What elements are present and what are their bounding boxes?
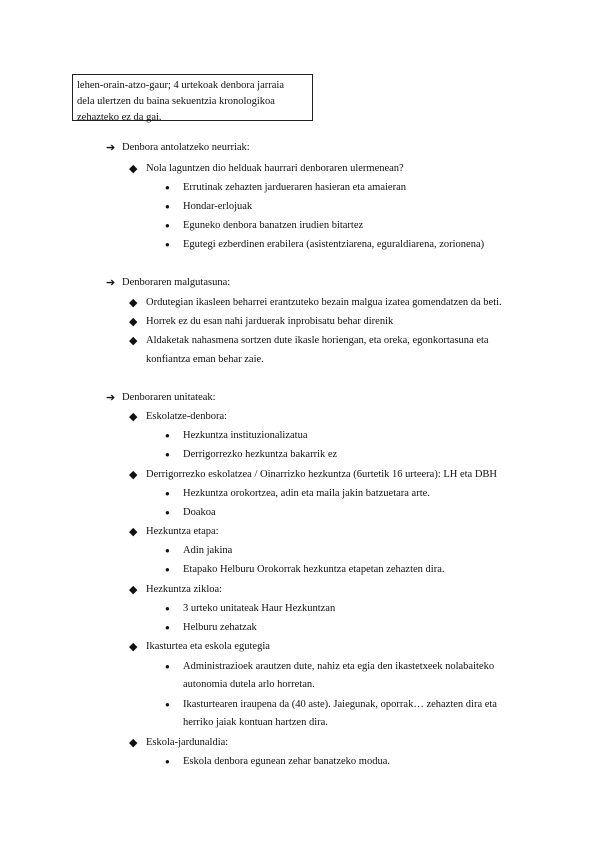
intro-line-2: dela ulertzen du baina sekuentzia kronologikoa	[77, 96, 275, 107]
list-item: Eskola denbora egunean zehar banatzeko modua.	[183, 756, 390, 767]
intro-line-1: lehen-orain-atzo-gaur; 4 urtekoak denbora jarraia	[77, 80, 284, 91]
list-item: Hondar-erlojuak	[183, 201, 253, 212]
list-item: Horrek ez du esan nahi jarduerak inprobisatu behar direnik	[146, 316, 394, 327]
list-item: Nola laguntzen dio helduak haurrari denboraren ulermenean?	[146, 163, 404, 174]
diamond-icon: ◆	[129, 737, 138, 749]
bullet-icon: ●	[165, 565, 170, 574]
subsection-heading: Ikasturtea eta eskola egutegia	[146, 641, 270, 652]
list-item: Aldaketak nahasmena sortzen dute ikasle horiengan, eta oreka, egonkortasuna eta	[146, 335, 489, 346]
bullet-icon: ●	[165, 183, 170, 192]
list-item: Helburu zehatzak	[183, 622, 257, 633]
diamond-icon: ◆	[129, 335, 138, 347]
list-item: Adin jakina	[183, 545, 233, 556]
subsection-heading: Eskolatze-denbora:	[146, 411, 228, 422]
list-item-continuation: herriko jaiak kontuan hartzen dira.	[183, 717, 328, 728]
diamond-icon: ◆	[129, 584, 138, 596]
arrow-icon: ➔	[106, 277, 116, 289]
list-item: Hezkuntza instituzionalizatua	[183, 430, 308, 441]
list-item: Egutegi ezberdinen erabilera (asistentziarena, eguraldiarena, zorionena)	[183, 239, 485, 250]
list-item-continuation: konfiantza eman behar zaie.	[146, 354, 264, 365]
subsection-heading: Derrigorrezko eskolatzea / Oinarrizko hezkuntza (6urtetik 16 urteera): LH eta DBH	[146, 469, 498, 480]
list-item: Hezkuntza orokortzea, adin eta maila jakin batzuetara arte.	[183, 488, 430, 499]
diamond-icon: ◆	[129, 469, 138, 481]
bullet-icon: ●	[165, 546, 170, 555]
intro-note-box	[72, 74, 313, 121]
bullet-icon: ●	[165, 700, 170, 709]
section-heading: Denboraren unitateak:	[122, 392, 216, 403]
section-heading: Denbora antolatzeko neurriak:	[122, 142, 250, 153]
section-heading: Denboraren malgutasuna:	[122, 277, 231, 288]
arrow-icon: ➔	[106, 142, 116, 154]
subsection-heading: Hezkuntza etapa:	[146, 526, 219, 537]
bullet-icon: ●	[165, 662, 170, 671]
bullet-icon: ●	[165, 623, 170, 632]
diamond-icon: ◆	[129, 316, 138, 328]
list-item: Doakoa	[183, 507, 216, 518]
subsection-heading: Eskola-jardunaldia:	[146, 737, 229, 748]
diamond-icon: ◆	[129, 526, 138, 538]
diamond-icon: ◆	[129, 641, 138, 653]
subsection-heading: Hezkuntza zikloa:	[146, 584, 223, 595]
list-item-continuation: autonomia dutela arlo horretan.	[183, 679, 315, 690]
bullet-icon: ●	[165, 450, 170, 459]
bullet-icon: ●	[165, 431, 170, 440]
list-item: Errutinak zehazten jardueraren hasieran eta amaieran	[183, 182, 406, 193]
list-item: 3 urteko unitateak Haur Hezkuntzan	[183, 603, 336, 614]
diamond-icon: ◆	[129, 163, 138, 175]
bullet-icon: ●	[165, 489, 170, 498]
bullet-icon: ●	[165, 604, 170, 613]
list-item: Ikasturtearen iraupena da (40 aste). Jaiegunak, oporrak… zehazten dira eta	[183, 699, 497, 710]
bullet-icon: ●	[165, 757, 170, 766]
bullet-icon: ●	[165, 202, 170, 211]
list-item: Administrazioek arautzen dute, nahiz eta egia den ikastetxeek nolabaiteko	[183, 661, 495, 672]
bullet-icon: ●	[165, 508, 170, 517]
list-item: Eguneko denbora banatzen irudien bitartez	[183, 220, 364, 231]
diamond-icon: ◆	[129, 297, 138, 309]
intro-line-3: zehazteko ez da gai.	[77, 112, 162, 123]
bullet-icon: ●	[165, 240, 170, 249]
bullet-icon: ●	[165, 221, 170, 230]
list-item: Derrigorrezko hezkuntza bakarrik ez	[183, 449, 338, 460]
arrow-icon: ➔	[106, 392, 116, 404]
diamond-icon: ◆	[129, 411, 138, 423]
list-item: Ordutegian ikasleen beharrei erantzuteko bezain malgua izatea gomendatzen da beti.	[146, 297, 502, 308]
list-item: Etapako Helburu Orokorrak hezkuntza etapetan zehazten dira.	[183, 564, 445, 575]
